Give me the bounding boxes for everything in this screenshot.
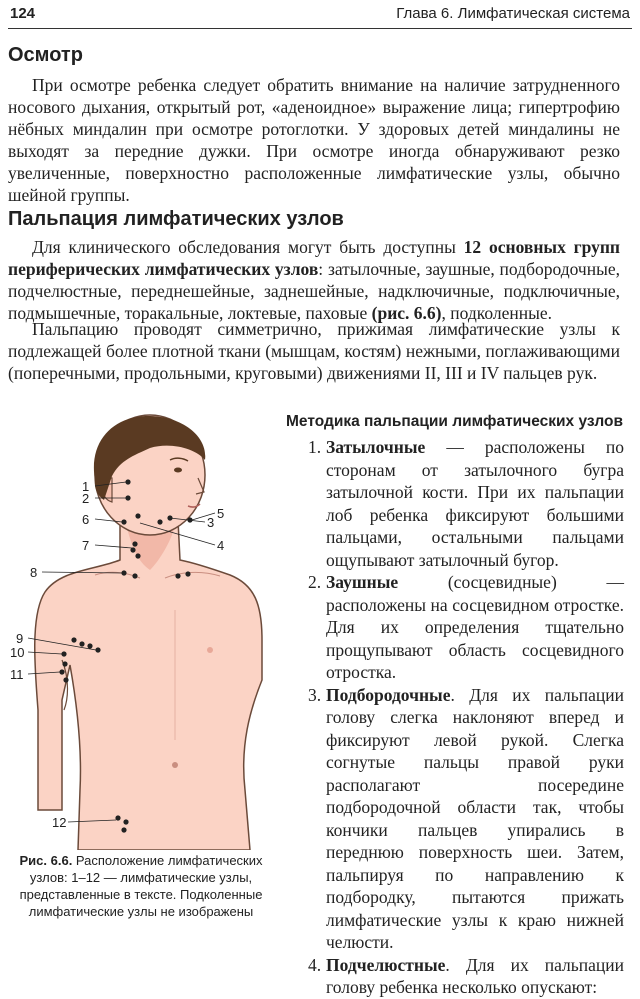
palpation-paragraph-1 bbox=[8, 236, 620, 324]
item-number: 2. bbox=[308, 572, 322, 592]
section-title-osmotr: Осмотр bbox=[8, 44, 83, 66]
child-torso-illustration bbox=[0, 410, 285, 850]
node-dot bbox=[71, 637, 76, 642]
node-dot bbox=[59, 669, 64, 674]
node-label-10: 10 bbox=[10, 645, 25, 660]
node-label-7: 7 bbox=[82, 538, 90, 553]
node-dot bbox=[135, 513, 140, 518]
node-dot bbox=[61, 651, 66, 656]
p1-figure-ref: (рис. 6.6) bbox=[371, 303, 442, 323]
caption-label: Рис. 6.6. bbox=[19, 853, 73, 868]
node-dot bbox=[135, 553, 140, 558]
node-label-2: 2 bbox=[82, 491, 90, 506]
node-dot bbox=[185, 571, 190, 576]
nipple bbox=[207, 647, 213, 653]
node-dot bbox=[123, 819, 128, 824]
method-item-submandibular bbox=[286, 954, 624, 999]
node-label-9: 9 bbox=[16, 631, 24, 646]
node-dot bbox=[62, 661, 67, 666]
eye bbox=[174, 468, 182, 473]
node-label-1: 1 bbox=[82, 479, 90, 494]
lymph-node-figure bbox=[0, 410, 285, 850]
node-dot bbox=[121, 519, 126, 524]
page-number: 124 bbox=[10, 5, 36, 22]
item-number: 1. bbox=[308, 437, 322, 457]
node-label-4: 4 bbox=[217, 538, 225, 553]
item-number: 4. bbox=[308, 954, 322, 975]
item-name: Подбородочные bbox=[326, 684, 451, 705]
node-dot bbox=[121, 570, 126, 575]
p1-text-b: : затылочные, заушные, подбородочные, подчелюстные, переднешейные, заднешейные, надключичные, подключичные, подмышечные, торакальные, локтевые, паховые bbox=[8, 259, 620, 323]
node-label-8: 8 bbox=[30, 565, 38, 580]
method-item-submental bbox=[286, 684, 624, 954]
node-label-3: 3 bbox=[207, 515, 215, 530]
node-label-12: 12 bbox=[52, 815, 67, 830]
node-dot bbox=[175, 573, 180, 578]
item-name: Заушные bbox=[326, 572, 399, 592]
node-dot bbox=[132, 573, 137, 578]
node-dot bbox=[87, 643, 92, 648]
caption-text: Расположение лимфатических узлов: 1–12 — лимфатические узлы, представленные в тексте. Подколенные лимфатические узлы не изображены bbox=[19, 853, 263, 919]
node-dot bbox=[132, 541, 137, 546]
p1-bold-groups: 12 основных групп периферических лимфатических узлов bbox=[8, 237, 620, 279]
method-item-postauricular bbox=[286, 571, 624, 684]
p1-text-a: Для клинического обследования могут быть доступны bbox=[32, 237, 464, 257]
navel bbox=[172, 762, 178, 768]
method-section bbox=[286, 413, 624, 999]
section-title-palpation: Пальпация лимфатических узлов bbox=[8, 208, 344, 230]
chapter-title: Глава 6. Лимфатическая система bbox=[396, 5, 630, 22]
node-label-11: 11 bbox=[10, 667, 24, 682]
node-dot bbox=[125, 495, 130, 500]
node-label-6: 6 bbox=[82, 512, 90, 527]
node-dot bbox=[63, 677, 68, 682]
node-dot bbox=[121, 827, 126, 832]
palpation-paragraph-2: Пальпацию проводят симметрично, прижимая лимфатические узлы к подлежащей более плотной ткани (мышцам, костям) нежными, поглаживающими (поперечными, продольными, круговыми) движениями II, III и IV пальцев рук. bbox=[8, 319, 620, 383]
node-dot bbox=[95, 647, 100, 652]
method-item-occipital bbox=[286, 436, 624, 571]
item-text: (сосцевидные) — расположены на сосцевидном отростке. Для их определения тщательно прощупывают область сосцевидного отростка. bbox=[326, 572, 624, 682]
node-label-5: 5 bbox=[217, 506, 225, 521]
figure-caption bbox=[8, 852, 274, 920]
item-number: 3. bbox=[308, 684, 322, 705]
node-dot bbox=[125, 479, 130, 484]
node-dot bbox=[79, 641, 84, 646]
p1-text-c: , подколенные. bbox=[441, 303, 553, 323]
item-name: Подчелюстные bbox=[326, 954, 446, 975]
item-text: . Для их пальпации голову слегка наклоняют вперед и фиксируют левой рукой. Слегка согнутые пальцы правой руки располагают посередине подбородочной области так, чтобы кончики пальцев упирались в переднюю поверхность шеи. Затем, пальпируя по направлению к подбородку, пытаются прижать лимфатические узлы к краю нижней челюсти. bbox=[326, 684, 624, 952]
page-header bbox=[8, 0, 632, 29]
osmotr-paragraph: При осмотре ребенка следует обратить внимание на наличие затрудненного носового дыхания, открытый рот, «аденоидное» выражение лица; гипертрофию нёбных миндалин при осмотре ротоглотки. У здоровых детей миндалины не выходят за передние дужки. При осмотре иногда обнаруживают резко увеличенные, поверхностно расположенные лимфатические узлы, обычно шейной группы. bbox=[8, 75, 620, 205]
node-dot bbox=[115, 815, 120, 820]
item-text: . Для их пальпации голову ребенка несколько опускают: bbox=[326, 954, 624, 997]
node-dot bbox=[157, 519, 162, 524]
item-text: — расположены по сторонам от затылочного бугра затылочной кости. При их пальпации лоб ребенка фиксируют большими пальцами, остальными пальцами ощупывают затылочный бугор. bbox=[326, 437, 624, 570]
method-title: Методика пальпации лимфатических узлов bbox=[286, 413, 624, 430]
item-name: Затылочные bbox=[326, 437, 426, 457]
